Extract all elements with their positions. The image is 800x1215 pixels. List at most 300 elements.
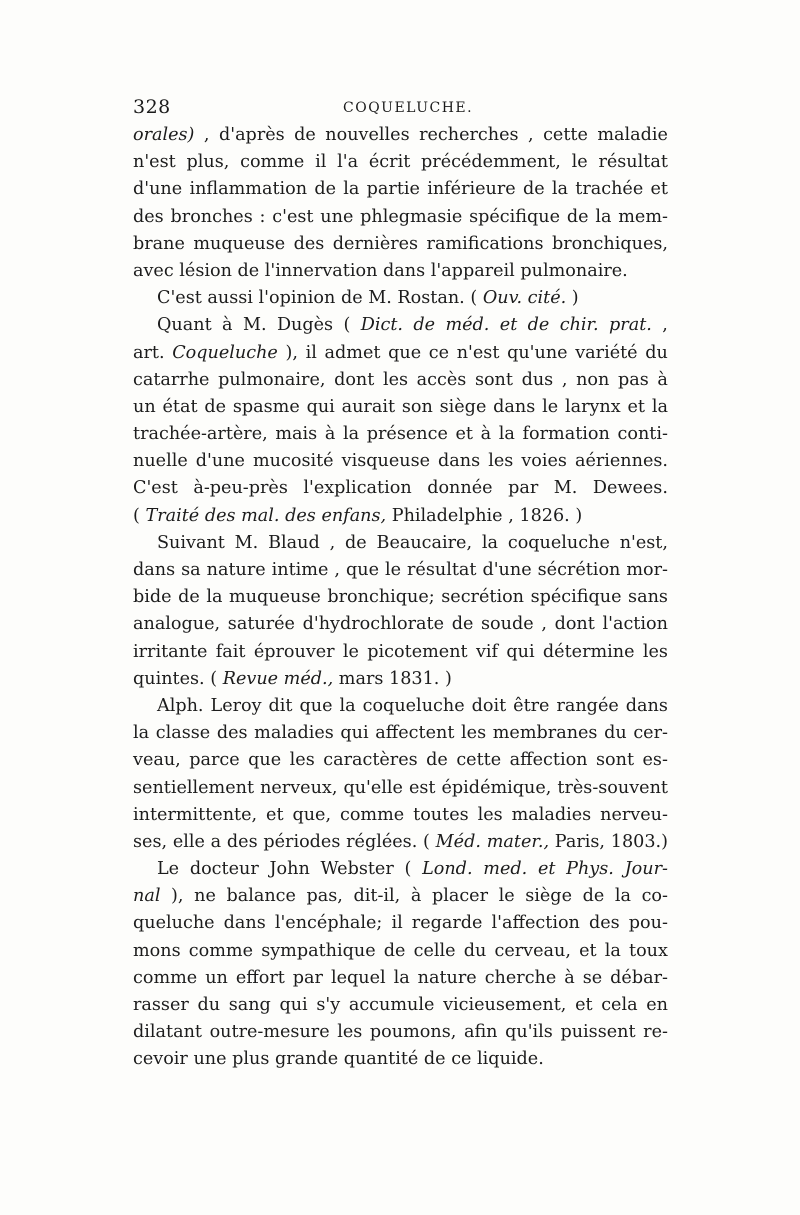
word: le: [342, 641, 359, 662]
word: elle: [172, 831, 205, 852]
word: dans: [133, 560, 176, 580]
word: mars: [338, 668, 384, 689]
word: et: [455, 424, 473, 445]
word: la: [339, 695, 356, 716]
word: une: [193, 1049, 227, 1070]
word: dus: [521, 369, 554, 390]
word: qui: [306, 396, 335, 417]
word: des: [133, 206, 164, 227]
word: M.: [368, 288, 392, 309]
word: C'est: [133, 478, 178, 499]
text-line: [133, 367, 668, 394]
word: la: [604, 940, 621, 961]
word: la: [498, 424, 515, 445]
word: épidémique,: [441, 777, 552, 798]
word: le: [571, 152, 588, 173]
word: fait: [215, 641, 246, 662]
word: liquide.: [477, 1049, 544, 1070]
word: Beaucaire,: [376, 532, 473, 553]
word: qui: [279, 995, 308, 1015]
word: par: [292, 967, 323, 988]
word: le: [498, 886, 515, 907]
word: poumons,: [369, 1022, 457, 1043]
text-line: [133, 1019, 668, 1046]
word: Dugès: [276, 315, 334, 336]
word: C'est: [157, 288, 202, 309]
word: du: [463, 940, 487, 961]
word: spécifique: [469, 206, 561, 227]
text-line: [133, 802, 668, 829]
word: sa: [181, 560, 201, 580]
word: l'opinion: [258, 288, 336, 309]
word: siège: [439, 396, 487, 417]
word: Alph.: [157, 695, 204, 716]
word: est: [408, 777, 436, 798]
word: grande: [274, 1049, 339, 1070]
word: les: [642, 641, 668, 662]
word: méd.,: [283, 668, 334, 689]
word: non: [576, 369, 610, 390]
word: ): [444, 668, 452, 689]
word: intermittente,: [133, 804, 258, 825]
word: regarde: [411, 913, 483, 934]
word: sentiellement: [133, 777, 255, 798]
word: précédemment,: [421, 152, 561, 173]
word: dilatant: [133, 1022, 202, 1043]
word: intime: [271, 560, 329, 580]
word: que: [299, 695, 333, 716]
word: d'hydrochlorate: [302, 614, 445, 635]
word: ne: [194, 886, 216, 907]
word: que: [248, 750, 282, 771]
word: l'encéphale;: [274, 913, 383, 934]
running-head: COQUELUCHE.: [343, 100, 474, 116]
word: des: [216, 723, 248, 744]
text-line: [133, 312, 668, 339]
word: orales): [133, 125, 195, 145]
text-line: [133, 883, 668, 910]
word: re-: [643, 1022, 668, 1043]
word: débar-: [610, 967, 668, 988]
word: analogue,: [133, 614, 221, 635]
word: 1803.): [610, 831, 668, 852]
word: Méd.: [435, 831, 481, 852]
word: quintes.: [133, 668, 205, 689]
word: bronchique;: [327, 587, 435, 608]
word: secrétion: [441, 587, 525, 608]
text-line: [133, 231, 668, 258]
word: aurait: [341, 396, 396, 417]
word: Dewees.: [592, 478, 668, 499]
word: formation: [522, 424, 610, 445]
word: nouvelles: [325, 125, 410, 145]
word: larynx: [564, 396, 621, 417]
body-text: [133, 122, 668, 1074]
text-line: [133, 775, 668, 802]
word: la: [133, 723, 150, 744]
word: admet: [324, 342, 381, 363]
word: et: [499, 315, 518, 336]
word: la: [595, 206, 612, 227]
word: ,: [541, 614, 547, 635]
word: très-souvent: [557, 777, 668, 798]
word: affectent: [375, 723, 455, 744]
word: comme: [339, 804, 405, 825]
text-line: [133, 448, 668, 475]
word: d'une: [482, 560, 532, 580]
word: comme: [133, 967, 198, 988]
word: rangée: [556, 695, 619, 716]
word: comme: [188, 940, 254, 961]
word: co-: [641, 886, 668, 907]
word: des: [293, 233, 325, 254]
word: le: [542, 396, 559, 417]
word: de: [294, 125, 316, 145]
text-line: [133, 720, 668, 747]
text-line: [133, 910, 668, 937]
text-line: [133, 666, 668, 693]
text-line: [133, 340, 668, 367]
word: (: [210, 668, 218, 689]
word: écrit: [368, 152, 411, 173]
word: Suivant: [157, 532, 225, 553]
word: les: [382, 369, 409, 390]
word: es-: [642, 750, 668, 771]
word: du: [645, 342, 668, 363]
word: à: [657, 369, 668, 390]
word: ,: [561, 369, 568, 390]
word: à: [410, 886, 422, 907]
word: la: [343, 179, 360, 200]
word: ): [571, 288, 579, 309]
word: être: [513, 695, 550, 716]
word: dans: [223, 913, 266, 934]
word: dont: [554, 614, 595, 635]
word: siège: [525, 886, 572, 907]
word: qu'ils: [505, 1022, 553, 1043]
word: ramifications: [426, 233, 544, 254]
word: sécrétion: [537, 560, 621, 580]
word: dit-il,: [353, 886, 401, 907]
text-line: [133, 856, 668, 883]
word: nerveu-: [600, 804, 668, 825]
word: toux: [629, 940, 668, 961]
word: ,: [334, 560, 340, 580]
word: de: [314, 179, 337, 200]
text-line: [133, 611, 668, 638]
word: d'après: [218, 125, 285, 145]
text-line: [133, 475, 668, 502]
word: ce: [451, 1049, 472, 1070]
word: les: [488, 451, 514, 472]
word: résultat: [407, 560, 477, 580]
word: de: [178, 587, 200, 608]
word: de: [451, 614, 474, 635]
word: Webster: [320, 859, 394, 880]
word: une: [320, 206, 354, 227]
word: ses,: [133, 831, 168, 852]
word: de: [582, 886, 605, 907]
word: l'affection: [491, 913, 580, 934]
word: phlegmasie: [360, 206, 463, 227]
word: (: [470, 288, 478, 309]
word: variété: [575, 342, 638, 363]
word: M.: [553, 478, 578, 499]
word: veau,: [133, 750, 181, 771]
word: ): [575, 505, 583, 526]
word: trachée: [575, 179, 644, 200]
word: plus,: [186, 152, 230, 173]
word: dans: [493, 396, 536, 417]
word: de: [413, 315, 436, 336]
word: le: [384, 560, 402, 580]
word: à: [222, 315, 233, 336]
word: méd.: [445, 315, 490, 336]
word: du: [604, 723, 627, 744]
word: saturée: [227, 614, 295, 635]
word: (: [423, 831, 430, 852]
word: balance: [226, 886, 296, 907]
word: à-peu-près: [193, 478, 288, 499]
word: Dict.: [360, 315, 403, 336]
word: (: [133, 505, 140, 526]
word: voies: [521, 451, 567, 472]
word: rasser: [133, 995, 189, 1015]
word: John: [269, 859, 310, 880]
word: les: [461, 723, 487, 744]
word: toutes: [413, 804, 469, 825]
word: qu'elle: [343, 777, 403, 798]
word: nature: [417, 967, 477, 988]
word: lésion: [179, 260, 232, 281]
word: n'est: [133, 152, 176, 173]
word: donnée: [427, 478, 493, 499]
word: bide: [133, 587, 172, 608]
text-line: [133, 122, 668, 149]
word: les: [289, 750, 315, 771]
word: enfans,: [321, 505, 387, 526]
word: 1831.: [389, 668, 440, 689]
word: cette: [456, 750, 502, 771]
word: celle: [413, 940, 456, 961]
word: vicieusement,: [443, 995, 567, 1015]
word: mucosité: [253, 451, 334, 472]
word: conti-: [617, 424, 668, 445]
word: aériennes.: [574, 451, 668, 472]
text-line: [133, 1046, 668, 1073]
word: des: [204, 505, 236, 526]
word: maladies: [254, 723, 334, 744]
word: maladie: [597, 125, 668, 145]
word: de: [204, 396, 227, 417]
word: la: [206, 587, 223, 608]
word: Rostan.: [397, 288, 465, 309]
word: cer-: [633, 723, 668, 744]
word: l'action: [602, 614, 668, 635]
word: membranes: [492, 723, 598, 744]
word: qu'une: [507, 342, 568, 363]
word: Le: [157, 859, 180, 880]
word: d'une: [133, 179, 183, 200]
word: picotement: [367, 641, 468, 662]
word: éprouver: [253, 641, 335, 662]
word: cité.: [527, 288, 567, 309]
word: l'innervation: [264, 260, 378, 281]
word: avec: [133, 260, 174, 281]
word: recherches: [419, 125, 519, 145]
word: Quant: [157, 315, 212, 336]
text-line: [133, 285, 668, 312]
word: pulmonaire.: [520, 260, 628, 281]
word: nature: [206, 560, 266, 580]
text-line: [133, 992, 668, 1019]
word: l'explication: [303, 478, 412, 499]
word: nal: [133, 886, 161, 907]
word: mais: [275, 424, 318, 445]
word: (: [404, 859, 412, 880]
text-line: [133, 693, 668, 720]
word: et: [266, 804, 284, 825]
word: son: [401, 396, 433, 417]
word: sont: [474, 369, 513, 390]
word: inférieure: [427, 179, 516, 200]
word: que,: [292, 804, 332, 825]
word: Jour-: [624, 859, 668, 880]
text-line: [133, 394, 668, 421]
word: des: [588, 913, 620, 934]
word: dans: [625, 695, 668, 716]
word: un: [205, 967, 228, 988]
word: état: [162, 396, 198, 417]
word: Traité: [145, 505, 200, 526]
text-line: [133, 421, 668, 448]
word: coqueluche: [362, 695, 465, 716]
word: placer: [431, 886, 488, 907]
word: de: [345, 532, 367, 553]
text-line: [133, 149, 668, 176]
word: à: [480, 424, 492, 445]
word: mons: [133, 940, 181, 961]
word: (: [343, 315, 351, 336]
word: ),: [171, 886, 184, 907]
word: plus: [232, 1049, 270, 1070]
word: de: [237, 260, 260, 281]
word: nerveux,: [260, 777, 338, 798]
text-line: [133, 639, 668, 666]
word: de: [426, 750, 448, 771]
word: des: [285, 505, 316, 526]
word: mor-: [626, 560, 668, 580]
word: à: [564, 967, 575, 988]
text-line: [133, 204, 668, 231]
word: caractères: [323, 750, 418, 771]
word: cela: [601, 995, 638, 1015]
word: doit: [471, 695, 507, 716]
word: visqueuse: [341, 451, 431, 472]
word: sang: [228, 995, 271, 1015]
word: ,: [329, 532, 336, 553]
word: il: [315, 152, 327, 173]
word: a: [210, 831, 222, 852]
word: et: [650, 179, 668, 200]
text-line: [133, 503, 668, 530]
page-number: 328: [133, 96, 171, 118]
word: aussi: [207, 288, 253, 309]
word: pulmonaire,: [218, 369, 326, 390]
page-header: [133, 96, 668, 120]
word: dont: [334, 369, 375, 390]
text-line: [133, 557, 668, 584]
word: mater.,: [486, 831, 550, 852]
word: trachée-artère,: [133, 424, 268, 445]
word: il: [391, 913, 403, 934]
text-line: [133, 530, 668, 557]
word: se: [582, 967, 603, 988]
word: de: [527, 315, 550, 336]
word: par: [508, 478, 539, 499]
word: inflammation: [189, 179, 308, 200]
word: vif: [475, 641, 499, 662]
word: bronchiques,: [551, 233, 668, 254]
word: effort: [235, 967, 285, 988]
word: la: [651, 396, 668, 417]
word: ,: [662, 315, 668, 336]
word: la: [481, 532, 499, 553]
word: Revue: [222, 668, 279, 689]
word: art.: [133, 342, 165, 363]
word: les: [477, 804, 503, 825]
word: la: [614, 886, 631, 907]
word: et: [579, 940, 597, 961]
word: l'appareil: [430, 260, 515, 281]
word: spécifique: [530, 587, 622, 608]
word: mal.: [241, 505, 280, 526]
word: coqueluche: [507, 532, 610, 553]
word: quantité: [343, 1049, 419, 1070]
word: dit: [268, 695, 293, 716]
word: :: [259, 206, 266, 227]
word: résultat: [598, 152, 668, 173]
word: med.: [483, 859, 528, 880]
text-line: [133, 176, 668, 203]
word: maladies: [511, 804, 592, 825]
word: Coqueluche: [172, 342, 278, 363]
word: pas,: [306, 886, 343, 907]
word: partie: [366, 179, 420, 200]
word: la: [393, 967, 410, 988]
word: à: [324, 424, 336, 445]
word: Blaud: [268, 532, 320, 553]
text-line: [133, 258, 668, 285]
word: mem-: [618, 206, 668, 227]
word: soude: [481, 614, 534, 635]
word: ,: [203, 125, 210, 145]
word: afin: [463, 1022, 498, 1043]
word: muqueuse: [229, 587, 321, 608]
word: catarrhe: [133, 369, 210, 390]
word: classe: [155, 723, 211, 744]
word: accumule: [348, 995, 435, 1015]
text-line: [133, 829, 668, 856]
word: dans: [438, 451, 481, 472]
word: il: [305, 342, 317, 363]
word: lequel: [330, 967, 386, 988]
word: n'est,: [619, 532, 668, 553]
word: réglées.: [346, 831, 418, 852]
word: l'a: [337, 152, 359, 173]
word: et: [575, 995, 593, 1015]
word: s'y: [316, 995, 341, 1015]
